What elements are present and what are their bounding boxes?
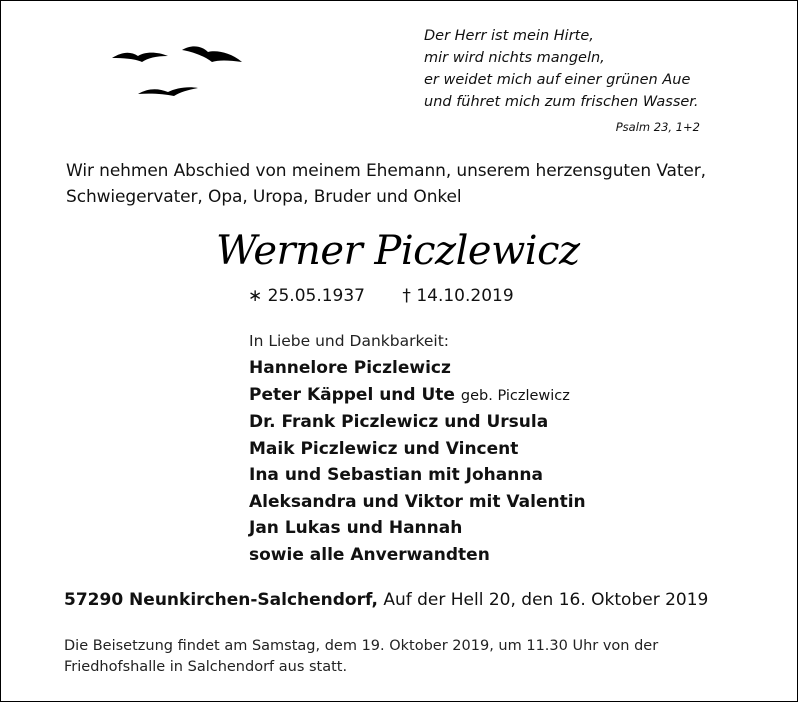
psalm-reference: Psalm 23, 1+2 bbox=[615, 120, 700, 134]
mourner-name: Dr. Frank Piczlewicz und Ursula bbox=[249, 412, 549, 432]
mourners-list bbox=[249, 355, 749, 568]
mourners-heading: In Liebe und Dankbarkeit: bbox=[249, 332, 450, 350]
birth-star-icon: ∗ bbox=[248, 286, 263, 306]
address-date: Auf der Hell 20, den 16. Oktober 2019 bbox=[383, 590, 709, 610]
mourner-name: Maik Piczlewicz und Vincent bbox=[249, 438, 519, 459]
intro-line: Schwiegervater, Opa, Uropa, Bruder und Onkel bbox=[66, 187, 462, 207]
mourner-name: Aleksandra und Viktor mit Valentin bbox=[249, 491, 586, 512]
psalm-quote bbox=[424, 25, 724, 113]
mourner-row-ute bbox=[249, 382, 749, 410]
mourner-name: Peter Käppel und Ute bbox=[249, 384, 455, 405]
burial-line: Die Beisetzung findet am Samstag, dem 19. Oktober 2019, um 11.30 Uhr von der bbox=[64, 638, 659, 654]
psalm-line: er weidet mich auf einer grünen Aue bbox=[424, 72, 691, 88]
burial-line: Friedhofshalle in Salchendorf aus statt. bbox=[64, 659, 348, 675]
mourner-name: Hannelore Piczlewicz bbox=[249, 358, 451, 378]
place-date-line bbox=[64, 590, 764, 610]
psalm-line: Der Herr ist mein Hirte, bbox=[424, 28, 594, 44]
deceased-name: Werner Piczlewicz bbox=[216, 228, 580, 274]
burial-info bbox=[64, 636, 744, 678]
city: 57290 Neunkirchen-Salchendorf, bbox=[64, 590, 378, 610]
death-date-group bbox=[402, 286, 513, 306]
birth-date-group bbox=[248, 286, 365, 306]
intro-line: Wir nehmen Abschied von meinem Ehemann, unserem herzensguten Vater, bbox=[66, 161, 706, 181]
birth-date: 25.05.1937 bbox=[267, 286, 365, 306]
psalm-line: mir wird nichts mangeln, bbox=[424, 50, 605, 66]
mourner-name: Ina und Sebastian mit Johanna bbox=[249, 465, 543, 485]
maiden-name-note: geb. Piczlewicz bbox=[460, 387, 570, 404]
birds-icon bbox=[108, 40, 248, 104]
life-dates bbox=[248, 286, 568, 306]
mourner-name: sowie alle Anverwandten bbox=[249, 544, 490, 565]
psalm-line: und führet mich zum frischen Wasser. bbox=[424, 94, 699, 110]
death-date: 14.10.2019 bbox=[416, 286, 514, 306]
mourner-name: Jan Lukas und Hannah bbox=[249, 518, 463, 538]
death-cross-icon: † bbox=[402, 286, 411, 306]
farewell-intro bbox=[66, 158, 746, 210]
